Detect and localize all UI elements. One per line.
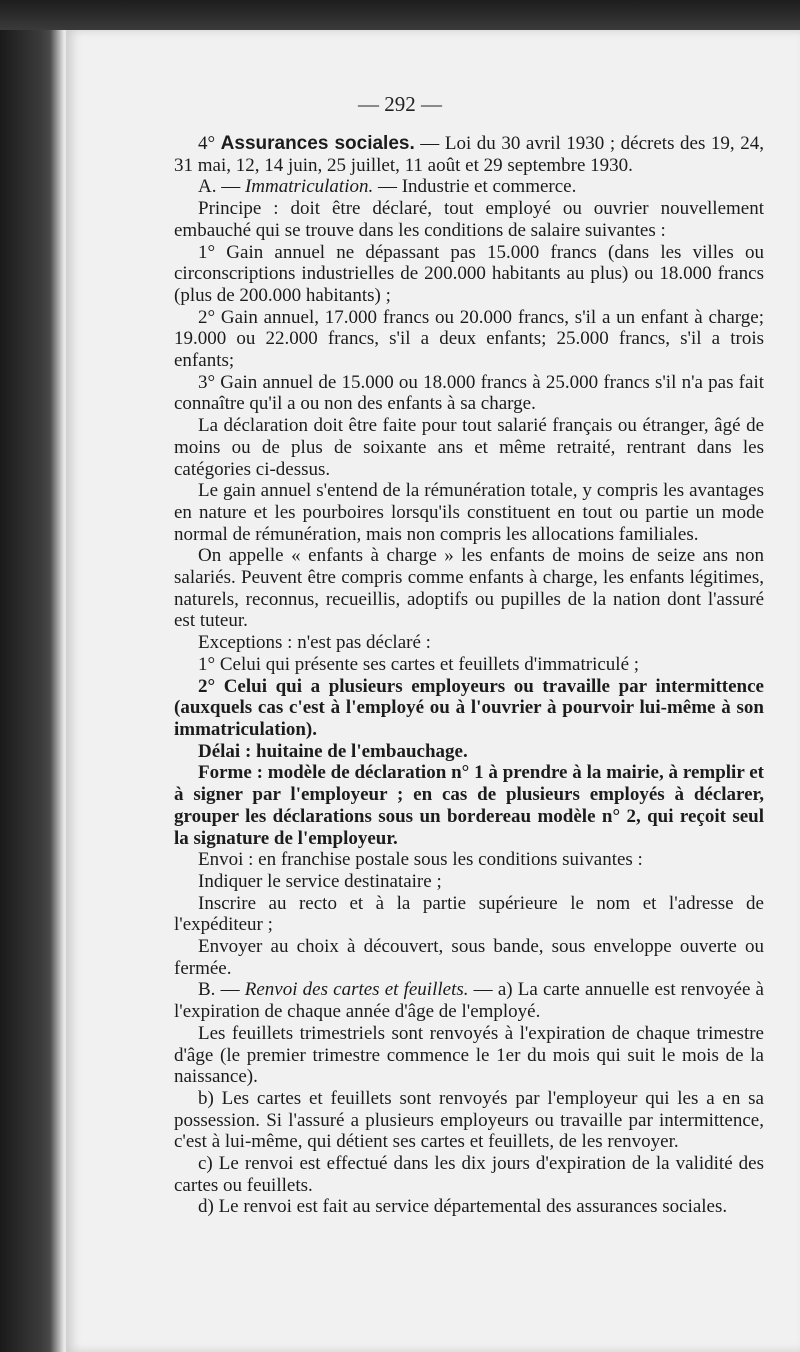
paragraph: c) Le renvoi est effectué dans les dix jours d'expiration de la validité des cartes ou feuillets. — [174, 1153, 764, 1196]
subsection-a-rest: — Industrie et commerce. — [373, 176, 577, 198]
heading-rest: — Loi du 30 avril 1930 ; décrets des 19, 24, 31 mai, 12, 14 juin, 25 juillet, 11 août et 29 septembre 1930. — [174, 133, 764, 176]
heading-number: 4° — [198, 133, 221, 154]
paragraph: Principe : doit être déclaré, tout employé ou ouvrier nouvellement embauché qui se trouve dans les conditions de salaire suivantes : — [174, 198, 764, 241]
subsection-a-letter: A. — — [198, 176, 245, 198]
subsection-b-letter: B. — — [198, 979, 245, 1001]
subsection-b-title: Renvoi des cartes et feuillets. — [244, 979, 469, 1001]
paragraph: La déclaration doit être faite pour tout salarié français ou étranger, âgé de moins ou de plus de soixante ans et même retraité, rentrant dans les catégories ci-dessus. — [174, 415, 764, 480]
paragraph: Envoi : en franchise postale sous les conditions suivantes : — [198, 849, 643, 871]
paragraph: Indiquer le service destinataire ; — [198, 870, 442, 892]
paragraph: Exceptions : n'est pas déclaré : — [198, 632, 431, 654]
paragraph: Envoyer au choix à découvert, sous bande, sous enveloppe ouverte ou fermée. — [174, 936, 764, 979]
paragraph: Le gain annuel s'entend de la rémunération totale, y compris les avantages en nature et les pourboires lorsqu'ils constituent en tout ou partie un mode normal de rémunération, mais non compris les allocations familiales. — [174, 480, 764, 545]
paragraph: 3° Gain annuel de 15.000 ou 18.000 francs à 25.000 francs s'il n'a pas fait connaître qu'il a ou non des enfants à sa charge. — [174, 371, 764, 415]
subsection-b-rest: — a) La carte annuelle est renvoyée à l'expiration de chaque année d'âge de l'employé. — [174, 979, 764, 1023]
paragraph: On appelle « enfants à charge » les enfants de moins de seize ans non salariés. Peuvent être compris comme enfants à charge, les enfants légitimes, naturels, reconnus, recueillis, adoptifs ou pupilles de la nation dont l'assuré est tuteur. — [174, 545, 764, 632]
heading-paragraph — [174, 133, 764, 176]
body-text — [174, 133, 764, 1218]
paragraph: b) Les cartes et feuillets sont renvoyés par l'employeur qui les a en sa possession. Si l'assuré a plusieurs employeurs ou travaille par intermittence, c'est à lui-même, qui détient ses cartes et feuillets, de les renvoyer. — [174, 1087, 764, 1153]
subsection-b — [174, 979, 764, 1022]
paragraph: 1° Celui qui présente ses cartes et feuillets d'immatriculé ; — [198, 653, 640, 675]
paragraph: 1° Gain annuel ne dépassant pas 15.000 francs (dans les villes ou circonscriptions industrielles de 200.000 habitants au plus) ou 18.000 francs (plus de 200.000 habitants) ; — [174, 241, 764, 306]
bold-paragraph: Délai : huitaine de l'embauchage. — [198, 740, 468, 762]
page-number: — 292 — — [358, 92, 442, 116]
subsection-a — [174, 176, 764, 198]
scan-top-edge — [0, 0, 800, 30]
paragraph: 2° Gain annuel, 17.000 francs ou 20.000 francs, s'il a un enfant à charge; 19.000 ou 22.000 francs, s'il a deux enfants; 25.000 francs, s'il a trois enfants; — [174, 306, 764, 372]
paragraph: Les feuillets trimestriels sont renvoyés à l'expiration de chaque trimestre d'âge (le premier trimestre commence le 1er du mois qui suit le mois de la naissance). — [174, 1022, 764, 1088]
bold-paragraph: 2° Celui qui a plusieurs employeurs ou travaille par intermittence (auxquels cas c'est à l'employé ou à l'ouvrier à pourvoir lui-même à son immatriculation). — [174, 675, 764, 740]
paragraph: Inscrire au recto et à la partie supérieure le nom et l'adresse de l'expéditeur ; — [174, 892, 764, 936]
bold-paragraph: Forme : modèle de déclaration n° 1 à prendre à la mairie, à remplir et à signer par l'employeur ; en cas de plusieurs employés à déclarer, grouper les déclarations sous un bordereau modèle n° 2, qui reçoit seul la signature de l'employeur. — [174, 762, 764, 849]
subsection-a-title: Immatriculation. — [244, 176, 374, 198]
paragraph: d) Le renvoi est fait au service départemental des assurances sociales. — [198, 1196, 728, 1218]
section-title: Assurances sociales. — [220, 133, 415, 154]
